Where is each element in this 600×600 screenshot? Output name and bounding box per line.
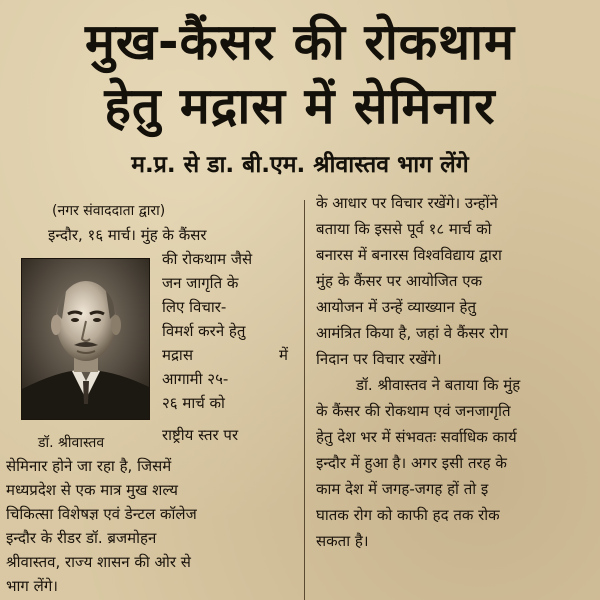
article-line: श्रीवास्तव, राज्य शासन की ओर से (6, 553, 191, 571)
article-line: हेतु देश भर में संभवतः सर्वाधिक कार्य (316, 428, 517, 446)
article-line: इन्दौर में हुआ है। अगर इसी तरह के (316, 454, 507, 472)
article-line: जन जागृति के (162, 274, 239, 292)
article-line: मध्यप्रदेश से एक मात्र मुख शल्य (6, 481, 178, 499)
article-line: चिकित्सा विशेषज्ञ एवं डेन्टल कॉलेज (6, 505, 197, 523)
portrait-image (22, 259, 149, 419)
article-line: डॉ. श्रीवास्तव ने बताया कि मुंह (356, 376, 521, 394)
article-line: मुंह के कैंसर पर आयोजित एक (316, 272, 483, 290)
article-line: बनारस में बनारस विश्वविद्याय द्वारा (316, 246, 502, 264)
article-line: काम देश में जगह-जगह हों तो इ (316, 480, 489, 498)
article-line: की रोकथाम जैसे (162, 250, 253, 268)
byline: (नगर संवाददाता द्वारा) (52, 203, 166, 219)
article-line: आगामी २५- (162, 370, 229, 388)
article-line: इन्दौर के रीडर डॉ. ब्रजमोहन (6, 529, 157, 547)
dateline: इन्दौर, १६ मार्च। मुंह के कैंसर (48, 226, 207, 244)
article-line: राष्ट्रीय स्तर पर (162, 426, 239, 444)
portrait-photo (21, 258, 150, 420)
article-line: मद्रास में (162, 346, 288, 364)
article-line: सकता है। (316, 532, 369, 550)
article-line: लिए विचार- (162, 298, 227, 316)
article-line: २६ मार्च को (162, 394, 225, 412)
photo-caption: डॉ. श्रीवास्तव (38, 435, 105, 451)
article-line: घातक रोग को काफी हद तक रोक (316, 506, 500, 524)
article-line: निदान पर विचार रखेंगे। (316, 350, 442, 368)
article-line: आमंत्रित किया है, जहां वे कैंसर रोग (316, 324, 508, 342)
article-line: भाग लेंगे। (6, 577, 58, 595)
article-line: विमर्श करने हेतु (162, 322, 246, 340)
article-line: सेमिनार होने जा रहा है, जिसमें (6, 457, 172, 475)
subheadline: म.प्र. से डा. बी.एम. श्रीवास्तव भाग लेंगे (131, 152, 469, 178)
article-line: बताया कि इससे पूर्व १८ मार्च को (316, 220, 492, 238)
article-line: के आधार पर विचार रखेंगे। उन्होंने (316, 194, 498, 212)
article-line: के कैंसर की रोकथाम एवं जनजागृति (316, 402, 511, 420)
column-divider (304, 200, 305, 600)
article-line: आयोजन में उन्हें व्याख्यान हेतु (316, 298, 476, 316)
headline-line-1: मुख-कैंसर की रोकथाम (85, 13, 515, 71)
headline-line-2: हेतु मद्रास में सेमिनार (104, 77, 496, 135)
